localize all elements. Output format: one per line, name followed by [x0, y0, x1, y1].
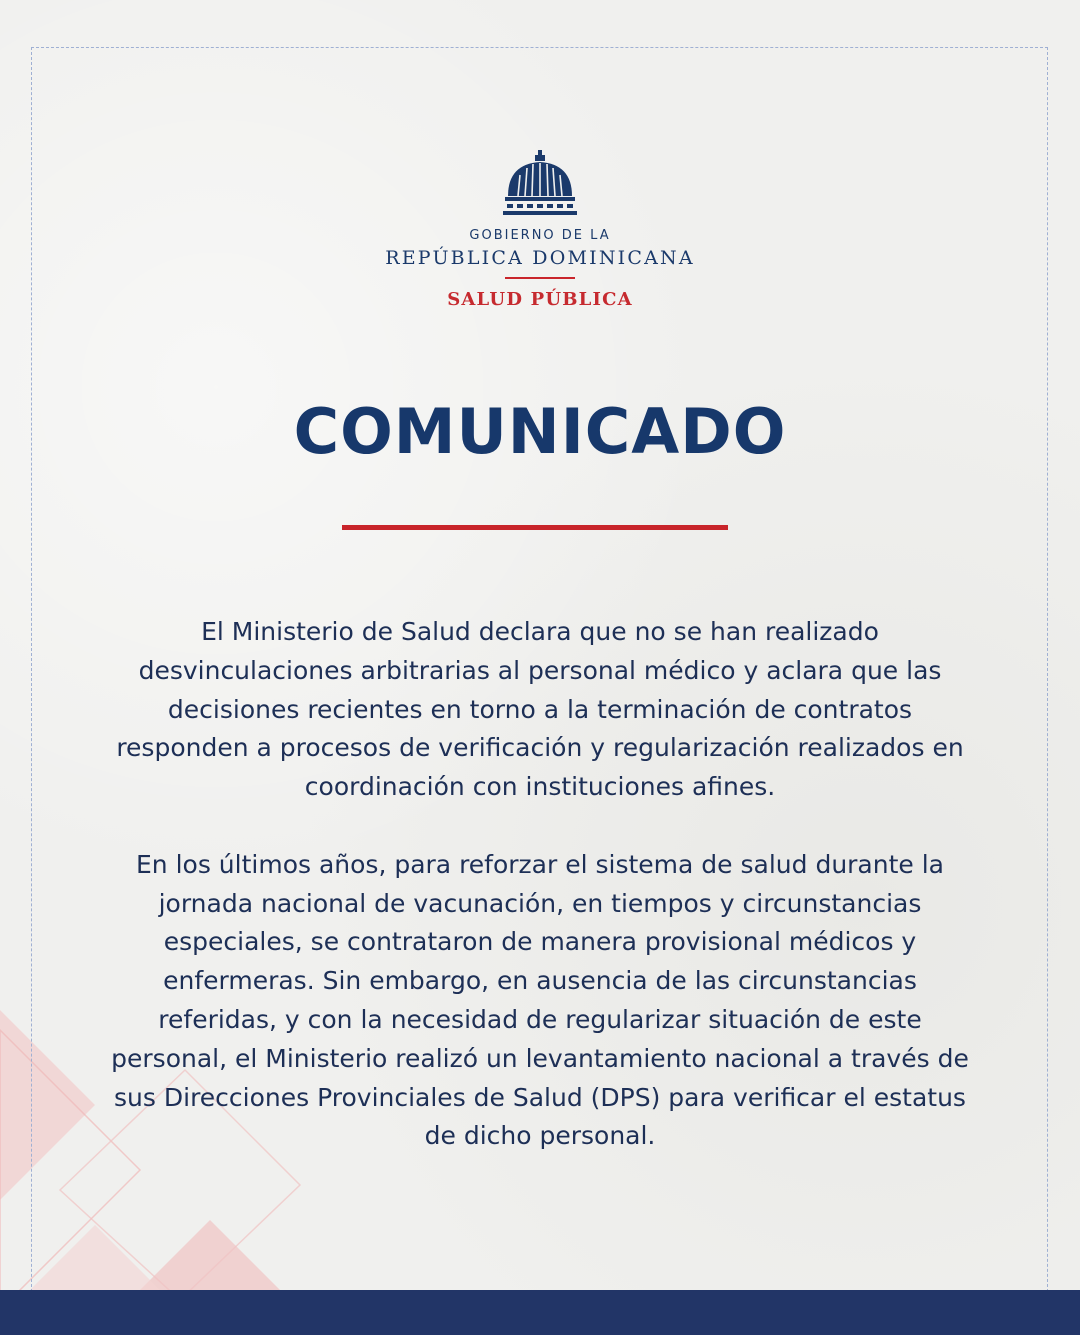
government-logo — [0, 150, 1080, 310]
page-title: COMUNICADO — [293, 395, 787, 468]
footer-bar — [0, 1290, 1080, 1335]
logo-divider — [505, 277, 575, 279]
ministry-name: SALUD PÚBLICA — [447, 289, 633, 310]
paragraph-1: El Ministerio de Salud declara que no se han realizado desvinculaciones arbitrarias al personal médico y aclara que las decisiones recientes en torno a la terminación de contratos responden a procesos de verificación y regularización realizados en coordinación con instituciones afines. — [116, 617, 964, 802]
title-underline — [342, 525, 728, 530]
org-line-1: GOBIERNO DE LA — [469, 228, 611, 243]
org-line-2: REPÚBLICA DOMINICANA — [385, 247, 695, 269]
dome-icon — [503, 150, 577, 218]
paragraph-2: En los últimos años, para reforzar el sistema de salud durante la jornada nacional de vacunación, en tiempos y circunstancias especiales, se contrataron de manera provisional médicos y enfermeras. Sin embargo, en ausencia de las circunstancias referidas, y con la necesidad de regularizar situación de este personal, el Ministerio realizó un levantamiento nacional a través de sus Direcciones Provinciales de Salud (DPS) para verificar el estatus de dicho personal. — [111, 849, 969, 1151]
statement-body — [110, 613, 970, 1156]
